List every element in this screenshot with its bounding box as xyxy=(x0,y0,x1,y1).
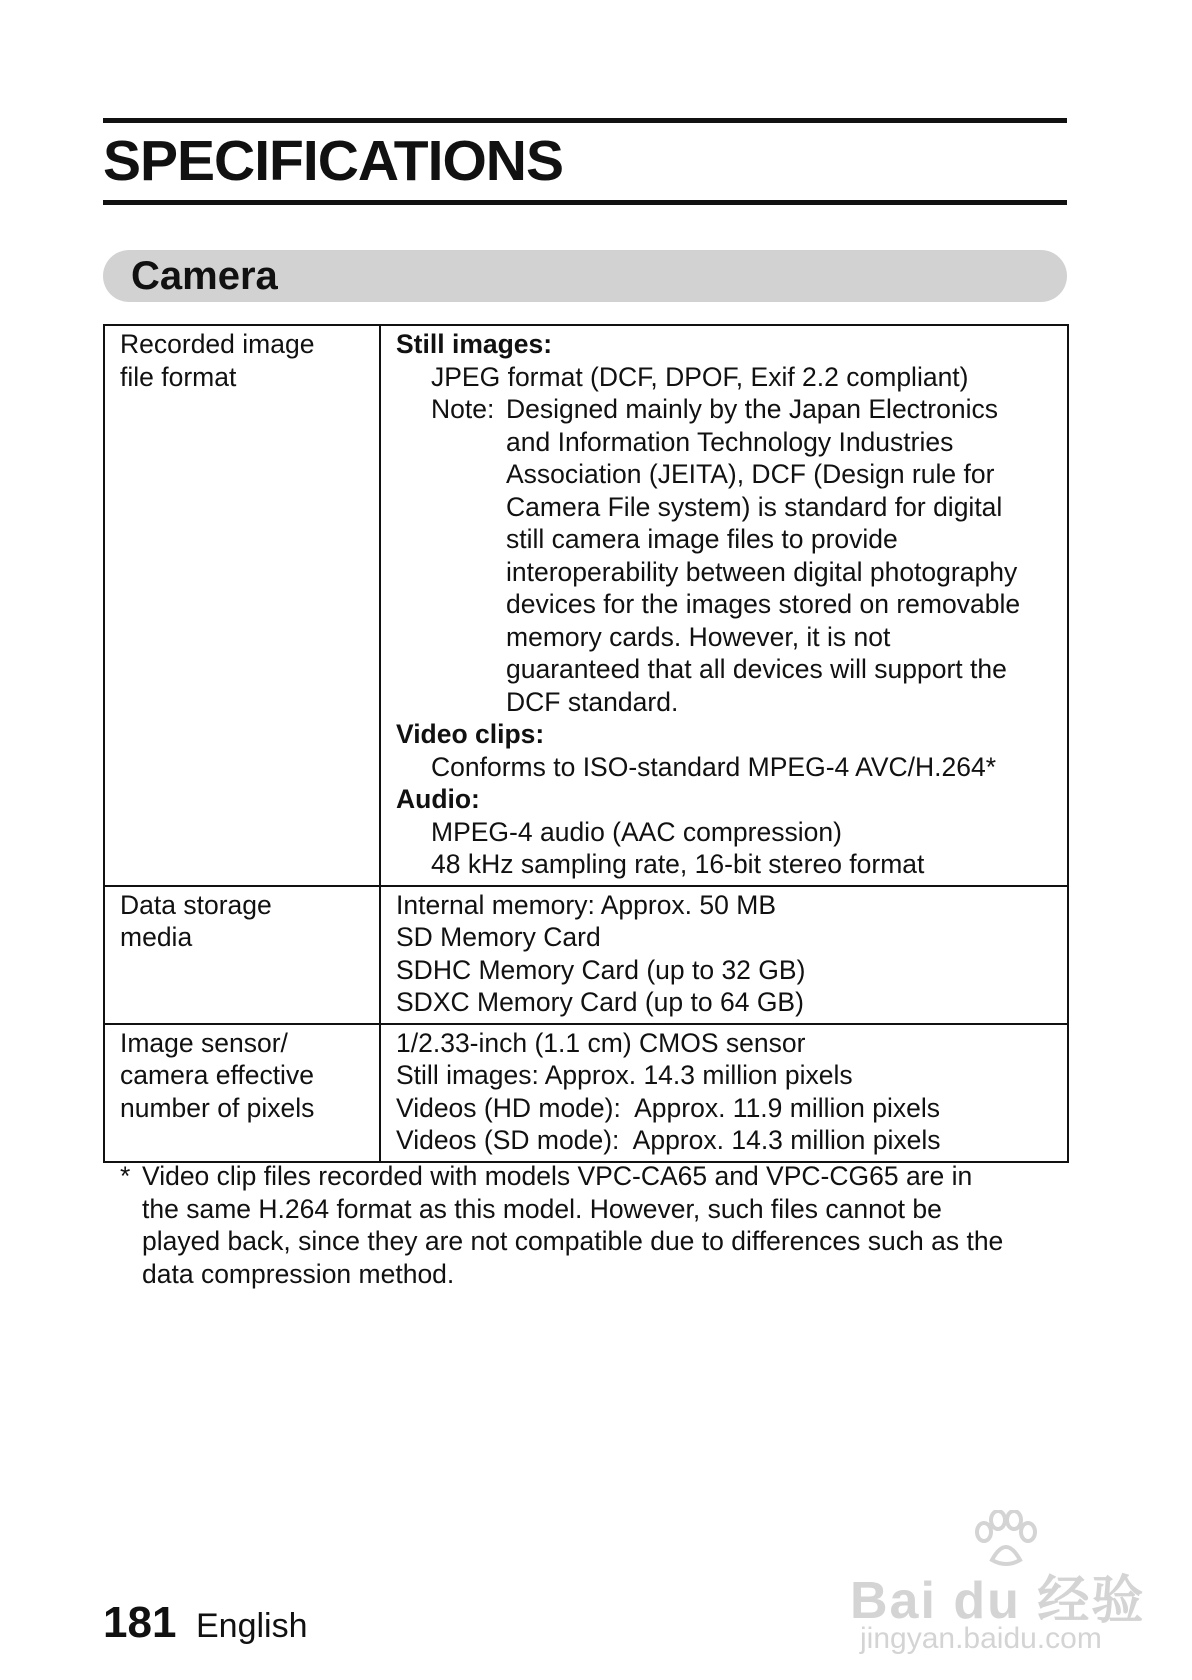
page-number: 181 xyxy=(103,1598,177,1647)
label-line: camera effective xyxy=(120,1060,314,1090)
table-row-image-sensor xyxy=(104,1024,1068,1162)
note-line: Association (JEITA), DCF (Design rule for xyxy=(506,459,995,489)
title-bottom-rule xyxy=(103,200,1067,205)
label-line: file format xyxy=(120,361,237,392)
audio-heading: Audio: xyxy=(396,784,480,814)
video-format-text: Conforms to ISO-standard MPEG-4 AVC/H.264* xyxy=(431,751,997,782)
dcf-note xyxy=(396,393,1059,718)
note-line: Designed mainly by the Japan Electronics xyxy=(506,394,998,424)
value-line: SDHC Memory Card (up to 32 GB) xyxy=(396,954,806,985)
section-header xyxy=(103,250,1067,302)
footnote-line: the same H.264 format as this model. However, such files cannot be xyxy=(142,1193,942,1224)
row-label xyxy=(104,1024,380,1162)
footnote xyxy=(120,1160,1060,1290)
value-line: Videos (HD mode): Approx. 11.9 million pixels xyxy=(396,1092,940,1123)
value-line: Videos (SD mode): Approx. 14.3 million pixels xyxy=(396,1125,941,1155)
note-text xyxy=(506,393,1059,718)
note-line: guaranteed that all devices will support the xyxy=(506,654,1007,684)
note-line: and Information Technology Industries xyxy=(506,426,954,457)
title-top-rule xyxy=(103,118,1067,123)
spec-table xyxy=(103,324,1069,1163)
row-value xyxy=(380,1024,1068,1162)
audio-line: MPEG-4 audio (AAC compression) xyxy=(431,816,842,847)
label-line: number of pixels xyxy=(120,1092,315,1123)
row-value xyxy=(380,325,1068,886)
footnote-mark: * xyxy=(120,1161,131,1191)
table-row-storage-media xyxy=(104,886,1068,1024)
value-line: SDXC Memory Card (up to 64 GB) xyxy=(396,987,804,1017)
label-line: Recorded image xyxy=(120,329,315,359)
note-label: Note: xyxy=(431,394,495,424)
label-line: media xyxy=(120,922,193,952)
page-language: English xyxy=(196,1607,308,1645)
section-title: Camera xyxy=(131,254,278,298)
value-line: Internal memory: Approx. 50 MB xyxy=(396,889,776,920)
value-line: SD Memory Card xyxy=(396,922,601,952)
still-format-text: JPEG format (DCF, DPOF, Exif 2.2 compliant) xyxy=(431,361,969,392)
label-line: Image sensor/ xyxy=(120,1027,288,1058)
footnote-text xyxy=(142,1160,1060,1290)
watermark-url: jingyan.baidu.com xyxy=(860,1622,1102,1655)
footnote-line: data compression method. xyxy=(142,1258,455,1289)
label-line: Data storage xyxy=(120,889,272,920)
page-title: SPECIFICATIONS xyxy=(103,129,563,193)
footnote-line: played back, since they are not compatible due to differences such as the xyxy=(142,1226,1004,1256)
note-line: Camera File system) is standard for digital xyxy=(506,491,1003,522)
value-line: Still images: Approx. 14.3 million pixels xyxy=(396,1060,853,1090)
note-line: DCF standard. xyxy=(506,686,679,717)
row-label xyxy=(104,886,380,1024)
row-value xyxy=(380,886,1068,1024)
audio-line: 48 kHz sampling rate, 16-bit stereo format xyxy=(431,849,925,879)
note-line: devices for the images stored on removable xyxy=(506,589,1021,619)
footnote-line: Video clip files recorded with models VPC-CA65 and VPC-CG65 are in xyxy=(142,1161,973,1191)
row-label xyxy=(104,325,380,886)
watermark xyxy=(850,1510,1150,1660)
note-line: interoperability between digital photography xyxy=(506,556,1018,587)
note-line: still camera image files to provide xyxy=(506,524,898,554)
video-clips-heading: Video clips: xyxy=(396,719,545,749)
note-line: memory cards. However, it is not xyxy=(506,621,891,652)
still-images-heading: Still images: xyxy=(396,329,553,359)
value-line: 1/2.33-inch (1.1 cm) CMOS sensor xyxy=(396,1027,806,1058)
watermark-logo: Bai du 经验 xyxy=(850,1572,1146,1630)
table-row-image-format xyxy=(104,325,1068,886)
